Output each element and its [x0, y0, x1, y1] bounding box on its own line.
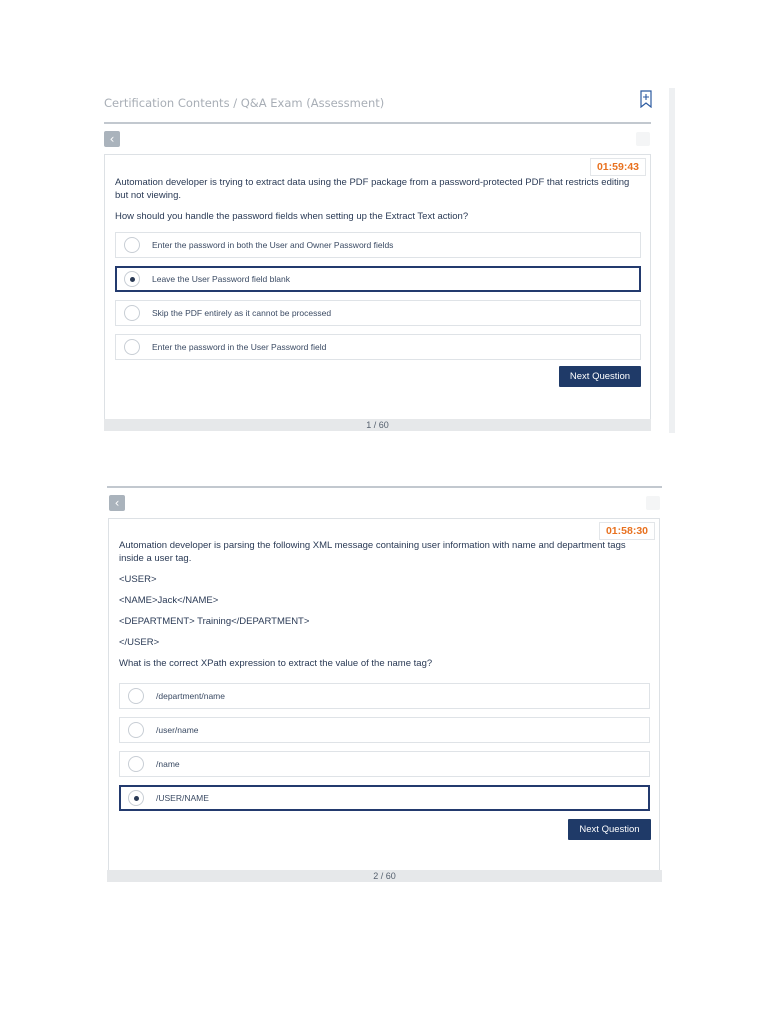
- radio-icon[interactable]: [124, 339, 140, 355]
- question-line: What is the correct XPath expression to extract the value of the name tag?: [119, 658, 433, 669]
- answer-option[interactable]: [115, 266, 641, 292]
- exam-question-2: [107, 484, 662, 888]
- question-card: [104, 154, 651, 424]
- answer-option-label: /USER/NAME: [156, 793, 209, 803]
- radio-icon[interactable]: [128, 722, 144, 738]
- answer-option-label: /department/name: [156, 691, 225, 701]
- breadcrumb[interactable]: Certification Contents / Q&A Exam (Assessment): [104, 96, 385, 110]
- radio-selected-icon[interactable]: [128, 790, 144, 806]
- next-question-button[interactable]: Next Question: [559, 366, 641, 387]
- xml-line: <DEPARTMENT> Training</DEPARTMENT>: [119, 616, 310, 627]
- xml-line: </USER>: [119, 637, 160, 648]
- answer-option-label: Leave the User Password field blank: [152, 274, 290, 284]
- answer-option-label: Skip the PDF entirely as it cannot be processed: [152, 308, 332, 318]
- forward-button[interactable]: [636, 132, 650, 146]
- timer: 01:59:43: [590, 158, 646, 176]
- next-question-button[interactable]: Next Question: [568, 819, 651, 840]
- answer-option[interactable]: [115, 334, 641, 360]
- radio-icon[interactable]: [128, 688, 144, 704]
- radio-dot-icon: [134, 796, 139, 801]
- exam-question-1: [104, 88, 676, 433]
- answer-option-label: Enter the password in the User Password field: [152, 342, 327, 352]
- question-line: How should you handle the password fields when setting up the Extract Text action?: [115, 211, 469, 222]
- answer-option[interactable]: [119, 751, 650, 777]
- radio-icon[interactable]: [128, 756, 144, 772]
- answer-option-label: /user/name: [156, 725, 199, 735]
- header-divider: [107, 486, 662, 488]
- back-button[interactable]: [104, 131, 120, 147]
- timer: 01:58:30: [599, 522, 655, 540]
- forward-button[interactable]: [646, 496, 660, 510]
- answer-options: [119, 683, 650, 819]
- page-indicator: 1 / 60: [104, 419, 651, 431]
- answer-option[interactable]: [115, 232, 641, 258]
- page-indicator: 2 / 60: [107, 870, 662, 882]
- back-button[interactable]: [109, 495, 125, 511]
- answer-option[interactable]: [119, 785, 650, 811]
- question-card: [108, 518, 660, 878]
- chevron-left-icon: ‹: [109, 132, 115, 146]
- radio-dot-icon: [130, 277, 135, 282]
- answer-option-label: Enter the password in both the User and Owner Password fields: [152, 240, 394, 250]
- question-text: [119, 539, 651, 678]
- header-divider: [104, 122, 651, 124]
- question-line: Automation developer is trying to extract data using the PDF package from a password-protected PDF that restricts editing but not viewing.: [115, 177, 630, 201]
- xml-line: <NAME>Jack</NAME>: [119, 595, 219, 606]
- chevron-left-icon: ‹: [114, 496, 120, 510]
- radio-selected-icon[interactable]: [124, 271, 140, 287]
- xml-line: <USER>: [119, 574, 157, 585]
- answer-option[interactable]: [115, 300, 641, 326]
- bookmark-icon[interactable]: [638, 90, 654, 108]
- question-line: Automation developer is parsing the following XML message containing user information with name and department tags inside a user tag.: [119, 540, 626, 564]
- answer-option[interactable]: [119, 683, 650, 709]
- radio-icon[interactable]: [124, 237, 140, 253]
- answer-option[interactable]: [119, 717, 650, 743]
- answer-options: [115, 232, 641, 368]
- answer-option-label: /name: [156, 759, 180, 769]
- radio-icon[interactable]: [124, 305, 140, 321]
- question-text: [115, 176, 642, 231]
